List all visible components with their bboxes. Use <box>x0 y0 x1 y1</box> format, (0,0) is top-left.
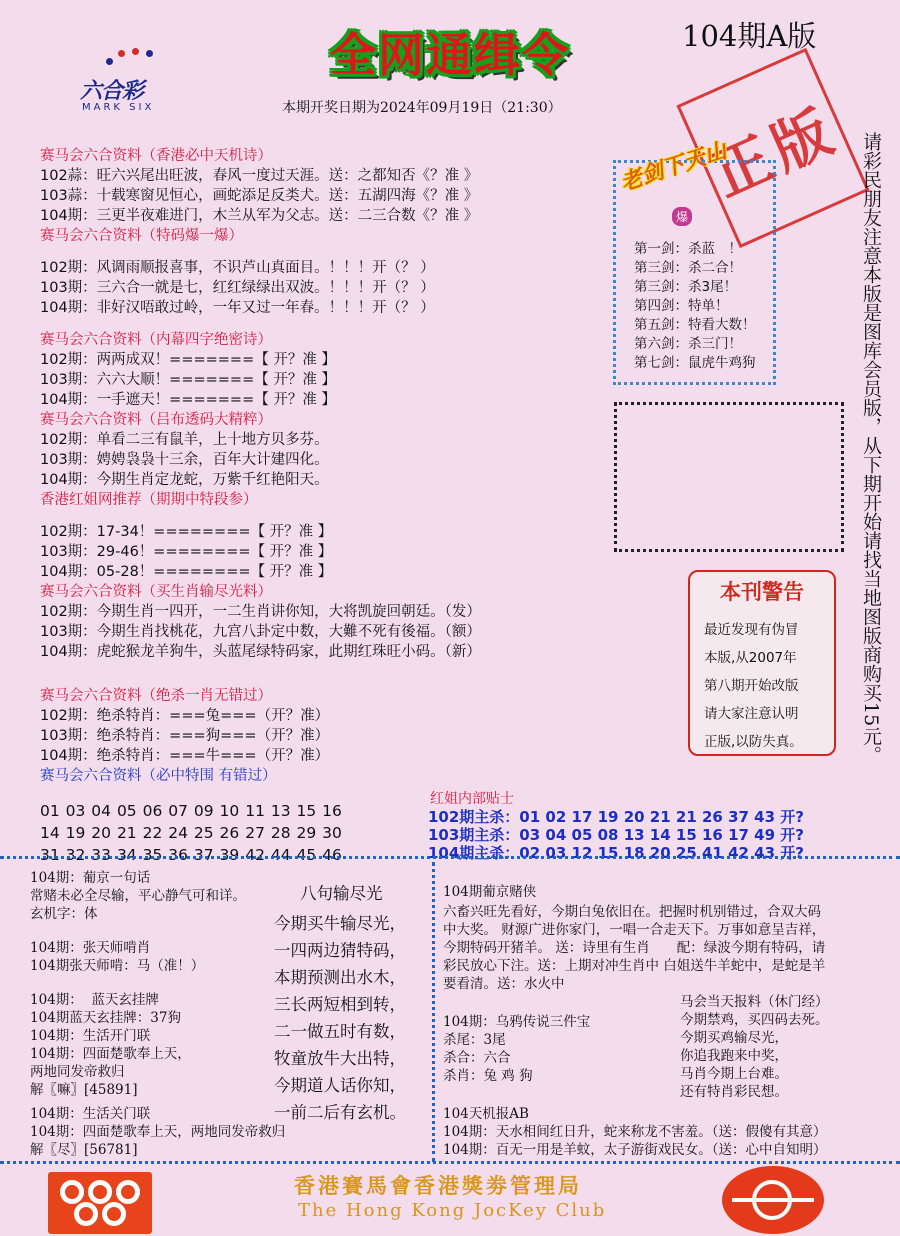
section-title: 赛马会六合资料（吕布透码大精粹） <box>40 412 272 428</box>
number-row: 14 19 20 21 22 24 25 26 27 28 29 30 <box>40 824 342 842</box>
burst-badge: 爆 <box>672 207 692 226</box>
poem-line: 一前二后有玄机。 <box>274 1103 406 1122</box>
br-line: 马肖今期上台难。 <box>680 1066 788 1082</box>
list-item: 103期：六六大顺！=======【 开？准 】 <box>40 372 336 388</box>
sword-line: 第三剑：杀二合！ <box>634 260 742 276</box>
br-line: 彩民放心下注。送：上期对冲生肖中 白姐送牛羊蛇中，是蛇是羊 <box>443 958 826 974</box>
bl-line: 解〖尽〗[56781] <box>30 1142 138 1158</box>
sword-line: 第七剑：鼠虎牛鸡狗 <box>634 355 756 371</box>
number-row: 01 03 04 05 06 07 09 10 11 13 15 16 <box>40 802 342 820</box>
logo-dot-icon <box>132 48 139 55</box>
poem-title: 八句输尽光 <box>300 884 383 903</box>
section-title: 赛马会六合资料（必中特围 有错过） <box>40 768 277 784</box>
br-line: 还有特肖彩民想。 <box>680 1084 788 1100</box>
warning-line: 最近发现有伪冒 <box>704 622 799 638</box>
logo-en: MARK SIX <box>82 102 155 113</box>
issue-label: 104期A版 <box>682 19 817 53</box>
genuine-stamp: 正版 <box>676 48 869 248</box>
section-title: 赛马会六合资料（香港必中天机诗） <box>40 148 272 164</box>
bl-line: 104期：四面楚歌奉上天， <box>30 1046 191 1062</box>
list-item: 103期：三六合一就是七，红红绿绿出双波。！！！开（？ ） <box>40 280 435 296</box>
bl-line: 104期： 蓝天玄挂牌 <box>30 992 159 1008</box>
footer-cn: 香港賽馬會香港獎劵管理局 <box>294 1173 582 1198</box>
list-item: 102蒜：旺六兴尾出旺波，春风一度过天涯。送：之都知否《？准 》 <box>40 168 479 184</box>
br-line: 杀合：六合 <box>443 1050 511 1066</box>
list-item: 102期：17-34！========【 开？准 】 <box>40 524 333 540</box>
br-line: 今期买鸡输尽光， <box>680 1030 788 1046</box>
warning-title: 本刊警告 <box>720 580 804 604</box>
list-item: 104期：虎蛇猴龙羊狗牛，头蓝尾绿特码家，此期红珠旺小码。（新） <box>40 644 481 660</box>
poem-line: 三长两短相到转， <box>274 995 406 1014</box>
divider <box>432 862 435 1162</box>
br-line: 马会当天报料（休门经） <box>680 994 829 1010</box>
br-line: 今期禁鸡，买四码去死。 <box>680 1012 829 1028</box>
warning-line: 本版,从2007年 <box>704 650 797 666</box>
tips-title: 红姐内部贴士 <box>430 791 514 807</box>
poem-line: 牧童放牛大出特， <box>274 1049 406 1068</box>
list-item: 104期：非好汉唔敢过岭，一年又过一年春。！！！开（？ ） <box>40 300 435 316</box>
br-line: 104期葡京赌侠 <box>443 884 537 900</box>
section-title: 赛马会六合资料（绝杀一肖无错过） <box>40 688 272 704</box>
br-line: 104期：百无一用是羊蚊，太子游街戏民女。（送：心中自知明） <box>443 1142 827 1158</box>
list-item: 103蒜：十载寒窗见恒心，画蛇添足反类犬。送：五湖四海《？准 》 <box>40 188 479 204</box>
poem-line: 今期买牛输尽光， <box>274 914 406 933</box>
logo-cn: 六合彩 <box>80 79 144 104</box>
number-row: 31 32 33 34 35 36 37 39 42 44 45 46 <box>40 846 342 864</box>
side-notice: 请彩民朋友注意本版是图库会员版，从下期开始请找当地图版商购买15元。 <box>860 132 882 765</box>
sword-line: 第一剑：杀蓝 ！ <box>634 241 742 257</box>
section-title: 赛马会六合资料（特码爆一爆） <box>40 228 243 244</box>
bl-line: 104期张天师啃：马（准！） <box>30 958 205 974</box>
list-item: 102期：单看二三有鼠羊，上十地方贝多芬。 <box>40 432 329 448</box>
jockey-club-emblem-icon <box>722 1166 824 1234</box>
bl-line: 玄机字：体 <box>30 906 98 922</box>
list-item: 102期：风调雨顺报喜事，不识芦山真面目。！！！开（？ ） <box>40 260 435 276</box>
list-item: 104期：一手遮天！=======【 开？准 】 <box>40 392 336 408</box>
lottery-emblem-icon <box>48 1172 152 1234</box>
bl-line: 104期：四面楚歌奉上天，两地同发帝救归 <box>30 1124 286 1140</box>
sword-title: 老剑下天山 <box>617 138 730 197</box>
section-title: 香港红姐网推荐（期期中特段参） <box>40 492 258 508</box>
bl-line: 常赌未必全尽输，平心静气可和详。 <box>30 888 246 904</box>
mark-six-logo <box>78 44 188 122</box>
list-item: 102期：两两成双！=======【 开？准 】 <box>40 352 336 368</box>
bl-line: 104期：生活关门联 <box>30 1106 151 1122</box>
br-line: 杀尾：3尾 <box>443 1032 506 1048</box>
list-item: 103期：29-46！========【 开？准 】 <box>40 544 333 560</box>
br-line: 104期：乌鸦传说三件宝 <box>443 1014 591 1030</box>
list-item: 103期：今期生肖找桃花，九宫八卦定中数，大難不死有後福。（额） <box>40 624 481 640</box>
poem-line: 本期预测出水木， <box>274 968 406 987</box>
sword-line: 第四剑：特单！ <box>634 298 729 314</box>
footer-en: The Hong Kong JocKey Club <box>298 1200 607 1221</box>
warning-line: 第八期开始改版 <box>704 678 799 694</box>
logo-dot-icon <box>106 58 113 65</box>
br-line: 104期：天水相间红日升，蛇来称龙不害羞。（送：假傻有其意） <box>443 1124 827 1140</box>
tips-line: 103期主杀：03 04 05 08 13 14 15 16 17 49 开? <box>428 826 804 844</box>
list-item: 104期：今期生肖定龙蛇，万紫千红艳阳天。 <box>40 472 329 488</box>
warning-panel <box>688 570 836 756</box>
tips-line: 104期主杀：02 03 12 15 18 20 25 41 42 43 开? <box>428 844 804 862</box>
br-line: 今期特码开猪羊。 送：诗里有生肖 配：绿波今期有特码，请 <box>443 940 826 956</box>
warning-line: 正版,以防失真。 <box>704 734 803 750</box>
tips-line: 102期主杀：01 02 17 19 20 21 21 26 37 43 开? <box>428 808 804 826</box>
logo-dot-icon <box>118 50 125 57</box>
bl-line: 两地同发帝救归 <box>30 1064 125 1080</box>
page-title: 全网通缉令 <box>330 28 570 82</box>
bl-line: 104期：生活开门联 <box>30 1028 151 1044</box>
list-item: 103期：绝杀特肖：===狗===（开？准） <box>40 728 330 744</box>
sword-line: 第六剑：杀三门！ <box>634 336 742 352</box>
bl-line: 解〖嘛〗[45891] <box>30 1082 138 1098</box>
bl-line: 104期：葡京一句话 <box>30 870 151 886</box>
section-title: 赛马会六合资料（买生肖输尽光料） <box>40 584 272 600</box>
br-line: 六畜兴旺先看好，今期白兔依旧在。把握时机别错过，合双大码 <box>443 904 821 920</box>
draw-date: 本期开奖日期为2024年09月19日（21:30） <box>282 100 562 116</box>
list-item: 102期：绝杀特肖：===兔===（开？准） <box>40 708 330 724</box>
bl-line: 104期：张天师啃肖 <box>30 940 151 956</box>
empty-box <box>614 402 844 552</box>
list-item: 104期：绝杀特肖：===牛===（开？准） <box>40 748 330 764</box>
list-item: 103期：娉娉袅袅十三余，百年大计建四化。 <box>40 452 329 468</box>
br-line: 要看清。送：水火中 <box>443 976 565 992</box>
br-line: 你追我跑来中奖， <box>680 1048 788 1064</box>
poem-line: 一四两边猜特码， <box>274 941 406 960</box>
br-line: 杀肖：兔 鸡 狗 <box>443 1068 533 1084</box>
logo-dot-icon <box>146 50 153 57</box>
sword-line: 第五剑：特看大数！ <box>634 317 756 333</box>
list-item: 104期：三更半夜难进门，木兰从军为父志。送：二三合数《？准 》 <box>40 208 479 224</box>
list-item: 104期：05-28！========【 开？准 】 <box>40 564 333 580</box>
br-line: 中大奖。 财源广进你家门，一唱一合走天下。万事如意呈吉祥， <box>443 922 826 938</box>
br-line: 104天机报AB <box>443 1106 529 1122</box>
poem-line: 二一做五时有数， <box>274 1022 406 1041</box>
bl-line: 104期蓝天玄挂牌：37狗 <box>30 1010 181 1026</box>
sword-line: 第三剑：杀3尾！ <box>634 279 738 295</box>
section-title: 赛马会六合资料（内幕四字绝密诗） <box>40 332 272 348</box>
poem-line: 今期道人话你知， <box>274 1076 406 1095</box>
warning-line: 请大家注意认明 <box>704 706 799 722</box>
list-item: 102期：今期生肖一四开，一二生肖讲你知，大将凯旋回朝廷。（发） <box>40 604 481 620</box>
